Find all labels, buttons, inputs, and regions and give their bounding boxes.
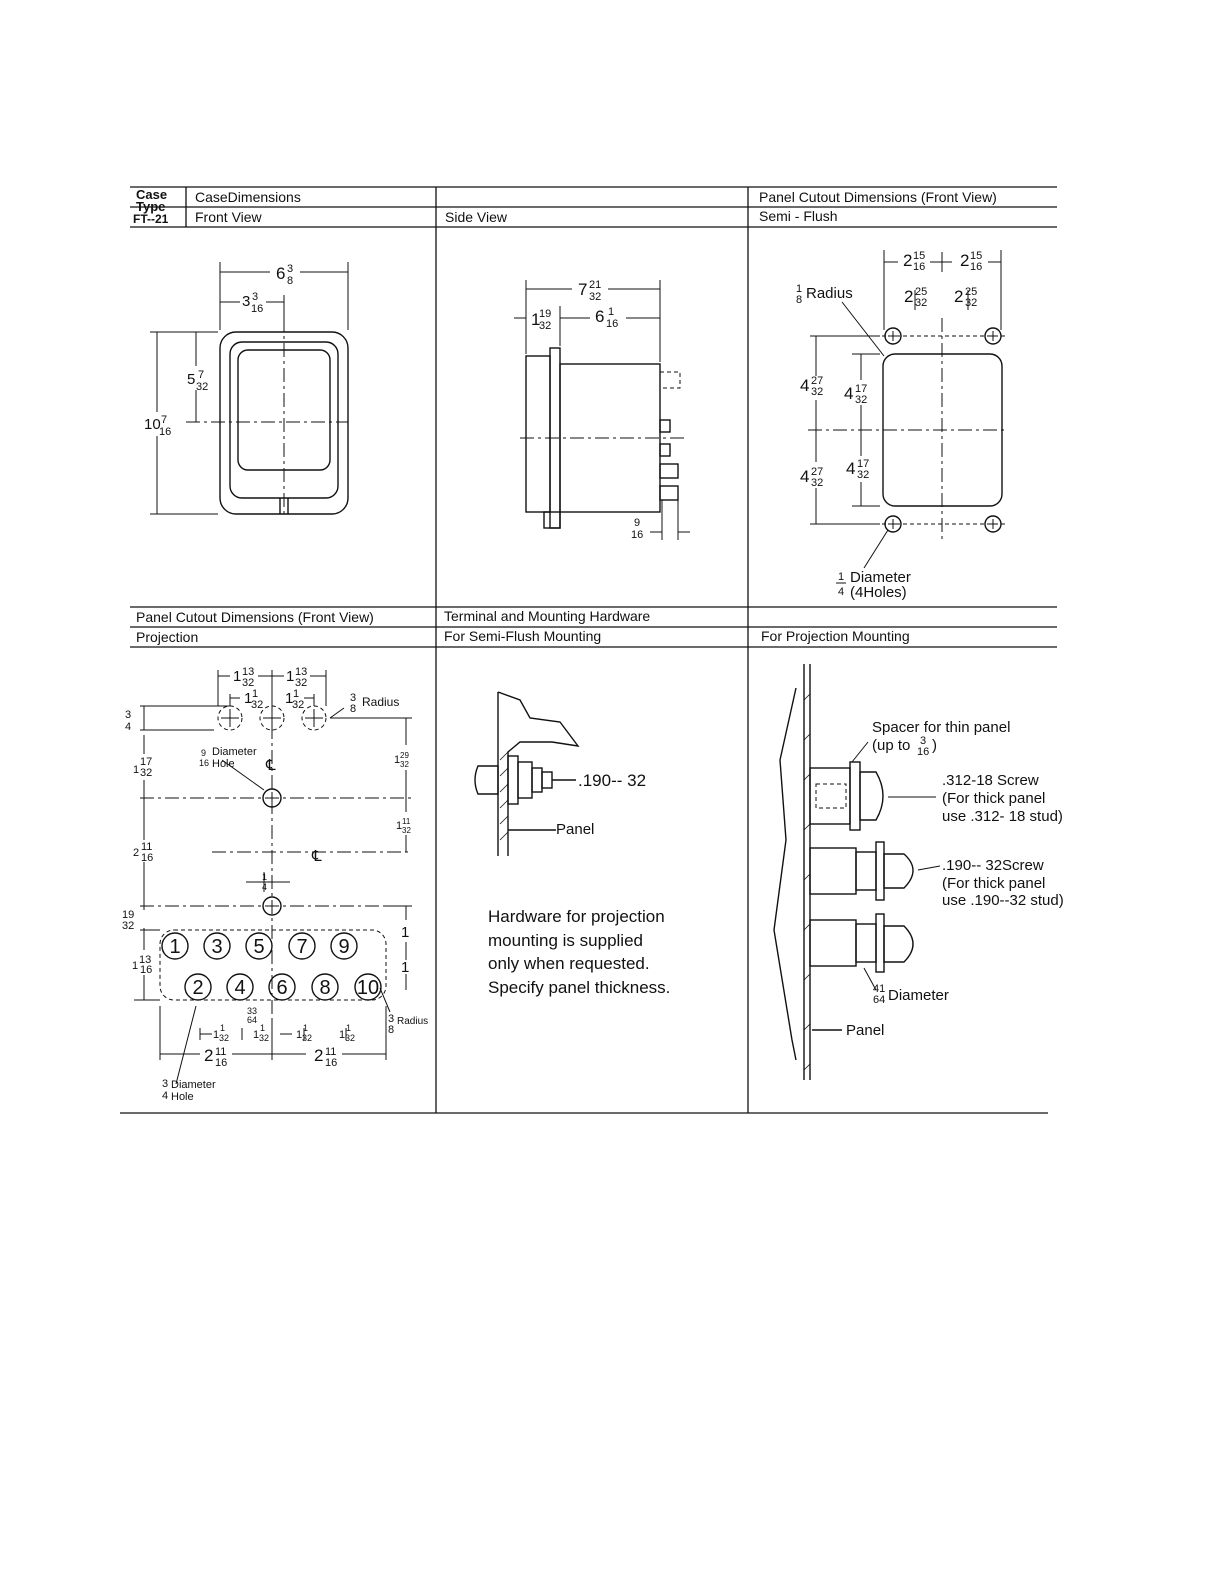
- header-front-view: Front View: [195, 209, 262, 225]
- proj-small-hole-label: Diameter: [212, 746, 257, 758]
- side-body-whole: 6: [595, 307, 605, 326]
- sf-inner-upper-num: 17: [855, 383, 868, 395]
- header-semi-flush-mounting: For Semi-Flush Mounting: [444, 628, 602, 644]
- terminal-number: 3: [211, 936, 223, 958]
- sf-outer-upper-den: 32: [811, 386, 824, 398]
- side-flange-num: 19: [539, 308, 552, 320]
- proj-left-num: 3: [125, 709, 132, 721]
- proj-small-den: 64: [247, 1015, 258, 1025]
- front-width-whole: 6: [276, 264, 286, 283]
- front-height-den: 16: [159, 426, 172, 438]
- sf-radius-den: 8: [796, 294, 803, 306]
- proj-v3-den: 32: [402, 826, 411, 835]
- terminal-number: 2: [192, 977, 204, 999]
- proj-mounting-hole: [260, 706, 284, 730]
- proj-bottom-radius-num: 3: [388, 1013, 395, 1025]
- side-body-den: 16: [606, 318, 619, 330]
- sf-hole-num: 1: [838, 571, 845, 583]
- proj-small-hole-label-2: Hole: [212, 758, 235, 770]
- proj-left-den: 4: [125, 721, 132, 733]
- terminal-circles: [162, 933, 381, 1000]
- terminal-circle: [162, 933, 188, 959]
- proj-bottom-radius-den: 8: [388, 1024, 395, 1036]
- sf-hole-label: Diameter: [850, 569, 911, 586]
- terminal-circle: [312, 974, 338, 1000]
- side-flange-den: 32: [539, 320, 552, 332]
- proj-v2-den: 32: [400, 760, 409, 769]
- proj-v4-whole: 2: [133, 847, 140, 859]
- sf-outer-lower-den: 32: [811, 477, 824, 489]
- proj-mid-right-num: 1: [293, 688, 300, 700]
- side-stud-num: 9: [634, 517, 641, 529]
- proj-v5-num: 19: [122, 909, 135, 921]
- proj-hw-screw1-line-1: .312-18 Screw: [942, 772, 1039, 789]
- proj-hw-panel-label: Panel: [846, 1022, 885, 1039]
- terminal-circle: [269, 974, 295, 1000]
- terminal-circle: [246, 933, 272, 959]
- proj-mid-left-num: 1: [252, 688, 259, 700]
- front-width-num: 3: [287, 263, 294, 275]
- proj-small-hole-den: 16: [199, 758, 210, 768]
- proj-mounting-hole: [302, 706, 326, 730]
- proj-hole-label-2: Hole: [171, 1091, 194, 1103]
- proj-span-left-num: 11: [215, 1046, 227, 1058]
- front-upper-whole: 5: [187, 371, 196, 388]
- header-panel-cutout-projection: Panel Cutout Dimensions (Front View): [136, 609, 374, 625]
- proj-span-right-den: 16: [325, 1057, 338, 1069]
- front-width-den: 8: [287, 275, 294, 287]
- proj-mid-left-whole: 1: [244, 690, 253, 707]
- proj-top-right-den: 32: [295, 677, 308, 689]
- proj-v1-num: 17: [140, 756, 153, 768]
- sf-radius-label: Radius: [806, 285, 853, 302]
- side-depth-num: 21: [589, 279, 602, 291]
- proj-hw-spacer-den: 16: [917, 746, 930, 758]
- proj-centerline-2: ℄: [312, 848, 322, 865]
- sf-hw-screw-label: .190-- 32: [578, 771, 647, 790]
- front-height-whole: 10: [144, 416, 161, 433]
- proj-small-hole-num: 9: [201, 748, 207, 758]
- side-stud-den: 16: [631, 529, 644, 541]
- proj-hw-dia-den: 64: [873, 994, 886, 1006]
- case-type-value: FT--21: [133, 212, 169, 226]
- terminal-circle: [227, 974, 253, 1000]
- proj-hw-spacer-num: 3: [920, 735, 927, 747]
- front-half-den: 16: [251, 303, 264, 315]
- terminal-number: 6: [276, 977, 288, 999]
- sf-top-left-den: 16: [913, 261, 926, 273]
- sf-hole-count: (4Holes): [850, 584, 907, 601]
- proj-quarter-den: 4: [262, 882, 268, 892]
- proj-top-left-whole: 1: [233, 668, 242, 685]
- proj-mid-right-den: 32: [292, 699, 305, 711]
- terminal-circle: [331, 933, 357, 959]
- sf-inner-upper-whole: 4: [844, 384, 854, 403]
- proj-v1-den: 32: [140, 767, 153, 779]
- proj-top-right-num: 13: [295, 666, 308, 678]
- sf-outer-upper-num: 27: [811, 375, 824, 387]
- projection-cutout-drawing: [134, 670, 412, 1084]
- sf-top-left-num: 15: [913, 250, 926, 262]
- proj-v4-num: 11: [141, 841, 153, 853]
- proj-span-left-den: 16: [215, 1057, 228, 1069]
- proj-hw-spacer-close: ): [932, 737, 937, 754]
- proj-hole-num: 3: [162, 1078, 169, 1090]
- proj-mid-left-den: 32: [251, 699, 264, 711]
- sf-outer-lower-whole: 4: [800, 467, 810, 486]
- sf-outer-lower-num: 27: [811, 466, 824, 478]
- terminal-number: 8: [319, 977, 331, 999]
- sf-inner-lower-den: 32: [857, 469, 870, 481]
- front-upper-num: 7: [198, 369, 205, 381]
- sf-top-right-num: 15: [970, 250, 983, 262]
- sf-hw-note-line-3: only when requested.: [488, 954, 650, 973]
- side-depth-whole: 7: [578, 280, 588, 299]
- terminal-circle: [185, 974, 211, 1000]
- proj-b2-num: 1: [260, 1023, 266, 1033]
- terminal-number: 1: [169, 936, 181, 958]
- proj-hole-den: 4: [162, 1090, 169, 1102]
- header-panel-cutout: Panel Cutout Dimensions (Front View): [759, 189, 997, 205]
- proj-v6-num: 13: [139, 954, 152, 966]
- front-half-whole: 3: [242, 293, 251, 310]
- proj-b3-num: 1: [303, 1023, 309, 1033]
- proj-b3-whole: 1: [296, 1029, 303, 1041]
- terminal-number: 5: [253, 936, 265, 958]
- header-side-view: Side View: [445, 209, 508, 225]
- proj-centerline-1: ℄: [266, 757, 276, 774]
- proj-v6-whole: 1: [132, 960, 139, 972]
- header-case-dimensions: CaseDimensions: [195, 189, 301, 205]
- proj-small-num: 33: [247, 1006, 258, 1016]
- sf-hw-note-line-1: Hardware for projection: [488, 907, 665, 926]
- proj-hole-label: Diameter: [171, 1079, 216, 1091]
- proj-b4-den: 32: [345, 1033, 356, 1043]
- sf-radius-num: 1: [796, 283, 803, 295]
- proj-radius-num: 3: [350, 692, 357, 704]
- side-body-num: 1: [608, 306, 615, 318]
- proj-hw-screw2-line-2: (For thick panel: [942, 875, 1046, 892]
- sf-inner-lower-whole: 4: [846, 459, 856, 478]
- proj-v6-den: 16: [140, 964, 153, 976]
- proj-hw-dia-num: 41: [873, 983, 886, 995]
- proj-b2-whole: 1: [253, 1029, 260, 1041]
- header-projection-mounting: For Projection Mounting: [761, 628, 910, 644]
- sf-hw-panel-label: Panel: [556, 821, 595, 838]
- type-label: Type: [136, 199, 166, 214]
- table-grid: [120, 187, 1057, 1113]
- proj-b1-den: 32: [219, 1033, 230, 1043]
- proj-top-right-whole: 1: [286, 668, 295, 685]
- proj-radius-label: Radius: [362, 695, 400, 709]
- proj-bottom-radius-label: Radius: [397, 1016, 429, 1027]
- terminal-number: 9: [338, 936, 350, 958]
- header-terminal-hardware: Terminal and Mounting Hardware: [444, 608, 651, 624]
- proj-top-left-den: 32: [242, 677, 255, 689]
- proj-span-right-num: 11: [325, 1046, 337, 1058]
- sf-inner-left-num: 25: [915, 286, 928, 298]
- front-height-num: 7: [161, 414, 168, 426]
- sf-inner-left-whole: 2: [904, 287, 914, 306]
- proj-v1-whole: 1: [133, 764, 140, 776]
- proj-top-left-num: 13: [242, 666, 255, 678]
- front-half-num: 3: [252, 291, 259, 303]
- side-flange-whole: 1: [531, 310, 541, 329]
- sf-inner-lower-num: 17: [857, 458, 870, 470]
- terminal-circle: [355, 974, 381, 1000]
- sf-inner-right-den: 32: [965, 297, 978, 309]
- sf-top-left-whole: 2: [903, 251, 913, 270]
- sf-inner-right-whole: 2: [954, 287, 964, 306]
- proj-hw-spacer-line-2: (up to: [872, 737, 911, 754]
- proj-b1-num: 1: [220, 1023, 226, 1033]
- proj-span-right-whole: 2: [314, 1046, 324, 1065]
- terminal-number: 7: [296, 936, 308, 958]
- proj-quarter-num: 1: [262, 872, 268, 882]
- proj-right-one-b: 1: [401, 959, 410, 976]
- proj-v2-whole: 1: [394, 754, 401, 766]
- proj-hw-dia-label: Diameter: [888, 987, 949, 1004]
- proj-hw-screw1-line-3: use .312- 18 stud): [942, 808, 1063, 825]
- sf-inner-left-den: 32: [915, 297, 928, 309]
- sf-top-right-den: 16: [970, 261, 983, 273]
- proj-v2-num: 29: [400, 751, 409, 760]
- proj-b2-den: 32: [259, 1033, 270, 1043]
- sf-hw-note-line-4: Specify panel thickness.: [488, 978, 671, 997]
- sf-inner-upper-den: 32: [855, 394, 868, 406]
- sf-outer-upper-whole: 4: [800, 376, 810, 395]
- terminal-circle: [289, 933, 315, 959]
- header-projection: Projection: [136, 629, 199, 645]
- sf-hw-note-line-2: mounting is supplied: [488, 931, 643, 950]
- terminal-number: 10: [356, 977, 380, 999]
- proj-hw-screw1-line-2: (For thick panel: [942, 790, 1046, 807]
- proj-b4-num: 1: [346, 1023, 352, 1033]
- proj-b3-den: 32: [302, 1033, 313, 1043]
- proj-radius-den: 8: [350, 703, 357, 715]
- sf-hole-den: 4: [838, 586, 845, 598]
- terminal-circle: [204, 933, 230, 959]
- sf-top-right-whole: 2: [960, 251, 970, 270]
- proj-b1-whole: 1: [213, 1029, 220, 1041]
- front-upper-den: 32: [196, 381, 209, 393]
- proj-mounting-hole: [218, 706, 242, 730]
- proj-v4-den: 16: [141, 852, 154, 864]
- side-depth-den: 32: [589, 291, 602, 303]
- proj-b4-whole: 1: [339, 1029, 346, 1041]
- proj-right-one-a: 1: [401, 924, 410, 941]
- terminal-number: 4: [234, 977, 246, 999]
- sf-inner-right-num: 25: [965, 286, 978, 298]
- proj-span-left-whole: 2: [204, 1046, 214, 1065]
- proj-v3-num: 11: [402, 817, 411, 826]
- proj-mid-right-whole: 1: [285, 690, 294, 707]
- header-semi-flush: Semi - Flush: [759, 208, 838, 224]
- proj-v3-whole: 1: [396, 820, 403, 832]
- case-label: Case: [136, 187, 168, 202]
- proj-hw-screw2-line-3: use .190--32 stud): [942, 892, 1064, 909]
- proj-v5-den: 32: [122, 920, 135, 932]
- proj-hw-screw2-line-1: .190-- 32Screw: [942, 857, 1044, 874]
- proj-hw-spacer-line-1: Spacer for thin panel: [872, 719, 1011, 736]
